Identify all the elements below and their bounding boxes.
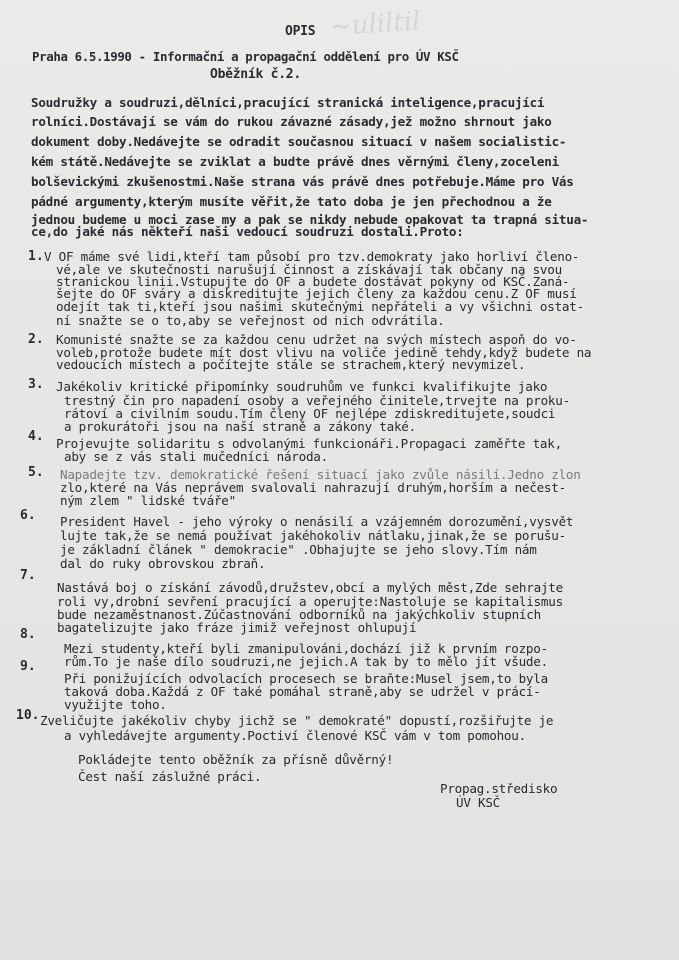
closing-line: Čest naší záslužné práci. xyxy=(78,769,262,784)
text-line: vedoucích místech a počítejte stále se strachem,který nevymizel. xyxy=(56,357,526,372)
signature-line: ÚV KSČ xyxy=(456,795,500,810)
closing-line: Pokládejte tento oběžník za přísně důvěrný! xyxy=(78,752,394,767)
text-line: roli vy,drobní sevření pracující a operujte:Nastoluje se kapitalismus xyxy=(57,594,563,609)
point-number: 9. xyxy=(20,659,36,674)
text-line: Jakékoliv kritické připomínky soudruhům ve funkci kvalifikujte jako xyxy=(56,379,548,394)
document-header-line: Praha 6.5.1990 - Informační a propagační oddělení pro ÚV KSČ xyxy=(32,49,459,64)
text-line: a vyhledávejte argumenty.Poctiví členové KSČ vám v tom pomohou. xyxy=(64,728,526,743)
text-line: Soudružky a soudruzi,dělníci,pracující stranická inteligence,pracující xyxy=(31,95,545,110)
text-line: je základní článek " demokracie" .Obhajujte se jeho slovy.Tím nám xyxy=(60,542,537,557)
faint-handwritten-mark: ~ul​ilt​il xyxy=(328,6,422,43)
point-number: 5. xyxy=(28,465,44,480)
text-line: rátoví a civilním soudu.Tím členy OF nejlépe zdiskreditujete,soudci xyxy=(64,406,556,421)
text-line: jednou budeme u moci zase my a pak se nikdy nebude opakovat ta trapná situa- xyxy=(31,212,589,227)
text-line: Napadejte tzv. demokratické řešení situací jako zvůle násilí.Jedno zlon xyxy=(60,467,581,482)
text-line: Mezi studenty,kteří byli zmanipulováni,dochází již k prvním rozpo- xyxy=(64,641,548,656)
document-title: OPIS xyxy=(285,24,316,39)
text-line: Komunisté snažte se za každou cenu udržet na svých místech aspoň do vo- xyxy=(56,332,577,347)
text-line: dal do ruky obrovskou zbraň. xyxy=(60,556,266,571)
text-line: Při ponižujících odvolacích procesech se braňte:Musel jsem,to byla xyxy=(64,671,548,686)
text-line: Nastává boj o získání závodů,družstev,obcí a mylých měst,Zde sehrajte xyxy=(57,580,563,595)
text-line: Zveličujte jakékoliv chyby jichž se " demokraté" dopustí,rozšiřujte je xyxy=(40,713,554,728)
point-number: 3. xyxy=(28,377,44,392)
text-line: rům.To je naše dílo soudruzi,ne jejich.A tak by to mělo jít všude. xyxy=(64,654,548,669)
text-line: kém státě.Nedávejte se zviklat a budte právě dnes věrnými členy,zoceleni xyxy=(31,154,559,169)
text-line: taková doba.Každá z OF také pomáhal straně,aby se udržel v prácí- xyxy=(64,684,541,699)
text-line: bude nezaměstnanost.Zúčastnování odborníků na jakýchkoliv stupních xyxy=(57,607,541,622)
text-line: dokument doby.Nedávejte se odradit současnou situací v našem socialistic- xyxy=(31,134,567,149)
text-line: a prokurátoři jsou na naší straně a zákony také. xyxy=(64,419,416,434)
text-line: voleb,protože budete mít dost vlivu na voliče jedině tehdy,když budete na xyxy=(56,345,592,360)
text-line: stranickou linii.Vstupujte do OF a budete dostávat pokyny od KSČ.Zaná- xyxy=(56,274,570,289)
point-number: 4. xyxy=(28,429,44,444)
point-number: 6. xyxy=(20,508,36,523)
text-line: bolševickými zkušenostmi.Naše strana vás právě dnes potřebuje.Máme pro Vás xyxy=(31,174,574,189)
text-line: President Havel - jeho výroky o nenásilí a vzájemném dorozumění,vysvět xyxy=(60,514,574,529)
text-line: trestný čin pro napadení osoby a veřejného činitele,trvejte na proku- xyxy=(64,393,570,408)
point-number: 7. xyxy=(20,568,36,583)
point-number: 1. xyxy=(28,249,44,264)
text-line: V OF máme své lidi,kteří tam působí pro tzv.demokraty jako horliví členo- xyxy=(44,249,580,264)
text-line: ní snažte se o to,aby se veřejnost od nich odvrátila. xyxy=(56,313,445,328)
text-line: šejte do OF sváry a diskreditujte jejich členy za každou cenu.Z OF musí xyxy=(56,286,577,301)
text-line: lujte tak,že se nemá používat jakéhokoliv nátlaku,jinak,že se porušu- xyxy=(60,528,566,543)
point-number: 2. xyxy=(28,332,44,347)
text-line: rolníci.Dostávají se vám do rukou závazné zásady,jež možno shrnout jako xyxy=(31,114,552,129)
text-line: odejít tak ti,kteří jsou našimi skutečnými nepřáteli a vy všichni ostat- xyxy=(56,299,584,314)
point-number: 8. xyxy=(20,627,36,642)
text-line: ným zlem " lidské tváře" xyxy=(60,493,236,508)
text-line: bagatelizujte jako fráze jimiž veřejnost ohlupují xyxy=(57,620,417,635)
circular-number: Oběžník č.2. xyxy=(210,67,301,82)
text-line: využijte toho. xyxy=(64,697,167,712)
text-line: Projevujte solidaritu s odvolanými funkcionáři.Propagaci zaměřte tak, xyxy=(56,436,562,451)
text-line: pádné argumenty,kterým musíte věřit,že tato doba je jen přechodnou a že xyxy=(31,194,552,209)
text-line: aby se z vás stali mučedníci národa. xyxy=(64,449,328,464)
signature-line: Propag.středisko xyxy=(440,781,558,796)
text-line: vé,ale ve skutečnosti narušují činnost a získávají tak občany na svou xyxy=(56,262,562,277)
text-line: zlo,které na Vás neprávem svalovali nahrazují druhým,horším a nečest- xyxy=(60,480,566,495)
point-number: 10. xyxy=(16,708,40,723)
text-line: ce,do jaké nás někteří naši vedoucí soudruzi dostali.Proto: xyxy=(31,224,464,239)
